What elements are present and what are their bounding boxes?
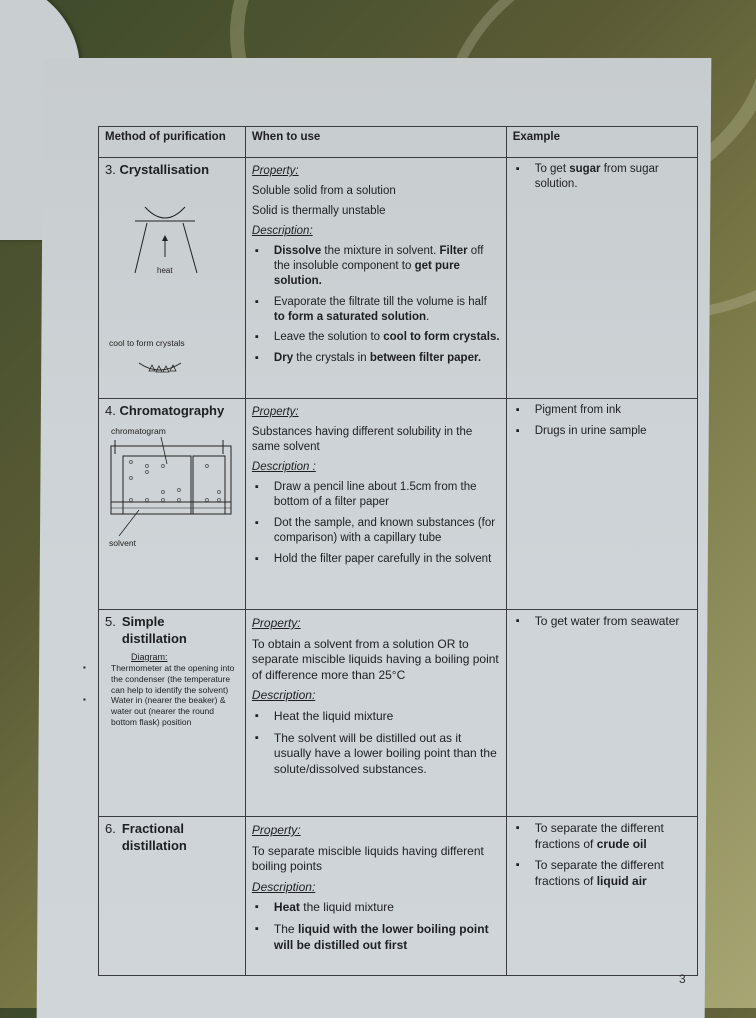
svg-text:o: o <box>205 462 209 470</box>
property-text: Solid is thermally unstable <box>251 204 386 217</box>
diagram-note: ▪ Thermometer at the opening into the condenser (the temperature can help to identify the solvent) <box>105 663 239 695</box>
list-item: ▪ The solvent will be distilled out as it usually have a lower boiling point than the solute/dissolved substances. <box>252 731 500 778</box>
description-list <box>252 900 500 953</box>
header-example: Example <box>506 127 697 158</box>
property-label: Property: <box>251 165 299 177</box>
description-label: Description: <box>251 688 316 703</box>
list-item: ▪ Draw a pencil line about 1.5cm from the bottom of a filter paper <box>252 480 500 510</box>
svg-text:o: o <box>145 462 149 470</box>
example-list <box>513 403 691 439</box>
svg-text:o: o <box>217 488 221 496</box>
description-list <box>252 244 500 367</box>
method-cell <box>99 158 246 399</box>
when-to-use-cell <box>245 817 506 976</box>
page-number: 3 <box>679 972 686 986</box>
crystallisation-diagram-icon <box>105 183 225 373</box>
description-list <box>252 480 500 567</box>
property-text: Soluble solid from a solution <box>251 184 396 197</box>
method-cell <box>99 610 246 817</box>
diagram-label: Diagram: <box>131 651 168 662</box>
list-item: ▪ Dry the crystals in between filter paper. <box>252 351 500 366</box>
list-item: ▪ Leave the solution to cool to form crystals. <box>252 330 500 345</box>
svg-text:cool to form crystals: cool to form crystals <box>109 337 185 348</box>
list-item: ▪ To separate the different fractions of crude oil <box>513 821 691 852</box>
svg-text:chromatogram: chromatogram <box>111 425 166 436</box>
method-cell <box>99 399 246 610</box>
table-header-row <box>99 127 698 158</box>
example-list <box>513 162 691 192</box>
svg-text:o: o <box>129 496 133 504</box>
svg-text:heat: heat <box>157 265 173 275</box>
when-to-use-cell <box>245 158 506 399</box>
list-item: ▪ Dot the sample, and known substances (for comparison) with a capillary tube <box>252 516 500 546</box>
list-item: ▪ Heat the liquid mixture <box>252 900 500 916</box>
header-when-to-use: When to use <box>245 127 506 158</box>
svg-text:o: o <box>129 474 133 482</box>
svg-text:o: o <box>161 488 165 496</box>
example-list <box>513 821 691 889</box>
description-label: Description : <box>251 460 316 473</box>
property-text: To obtain a solvent from a solution OR to separate miscible liquids having a boiling point of difference more than 25°C <box>251 636 499 682</box>
example-cell <box>506 158 697 399</box>
list-item: ▪ To get water from seawater <box>513 614 691 630</box>
method-title: 3. Crystallisation <box>105 162 210 177</box>
list-item: ▪ Drugs in urine sample <box>513 424 691 439</box>
when-to-use-cell <box>245 399 506 610</box>
table-row <box>99 158 698 399</box>
table-row <box>99 399 698 610</box>
description-label: Description: <box>251 879 316 894</box>
list-item: ▪ To separate the different fractions of liquid air <box>513 858 691 889</box>
list-item: ▪ Heat the liquid mixture <box>252 709 500 725</box>
example-cell <box>506 817 697 976</box>
svg-text:o: o <box>177 486 181 494</box>
chromatography-diagram-icon <box>105 424 235 554</box>
svg-text:o: o <box>145 496 149 504</box>
svg-text:solvent: solvent <box>109 537 136 548</box>
svg-text:o: o <box>161 462 165 470</box>
description-label: Description: <box>251 224 313 237</box>
list-item: ▪ To get sugar from sugar solution. <box>513 162 691 192</box>
diagram-note: ▪ Water in (nearer the beaker) & water out (nearer the round bottom flask) position <box>105 695 239 727</box>
example-list <box>513 614 691 630</box>
property-text: Substances having different solubility in the same solvent <box>251 425 473 453</box>
example-cell <box>506 610 697 817</box>
list-item: ▪ Hold the filter paper carefully in the solvent <box>252 552 500 567</box>
svg-text:o: o <box>145 468 149 476</box>
diagram-notes <box>105 663 239 727</box>
header-method: Method of purification <box>99 127 246 158</box>
list-item: ▪ Evaporate the filtrate till the volume is half to form a saturated solution. <box>252 295 500 325</box>
when-to-use-cell <box>245 610 506 817</box>
table-row <box>99 610 698 817</box>
purification-table <box>98 126 698 976</box>
svg-text:o: o <box>161 496 165 504</box>
method-title: 5. Simple distillation <box>105 614 187 646</box>
description-list <box>252 709 500 777</box>
list-item: ▪ The liquid with the lower boiling point will be distilled out first <box>252 922 500 953</box>
svg-text:o: o <box>217 496 221 504</box>
list-item: ▪ Dissolve the mixture in solvent. Filter off the insoluble component to get pure solution. <box>252 244 500 289</box>
property-label: Property: <box>251 823 301 837</box>
method-cell <box>99 817 246 976</box>
svg-text:o: o <box>205 496 209 504</box>
method-title: 6. Fractional distillation <box>105 821 187 853</box>
property-text: To separate miscible liquids having different boiling points <box>251 843 484 874</box>
property-label: Property: <box>251 616 301 630</box>
table-row <box>99 817 698 976</box>
svg-text:o: o <box>177 496 181 504</box>
svg-text:o: o <box>129 458 133 466</box>
property-label: Property: <box>251 406 299 418</box>
list-item: ▪ Pigment from ink <box>513 403 691 418</box>
method-title: 4. Chromatography <box>105 403 225 418</box>
example-cell <box>506 399 697 610</box>
